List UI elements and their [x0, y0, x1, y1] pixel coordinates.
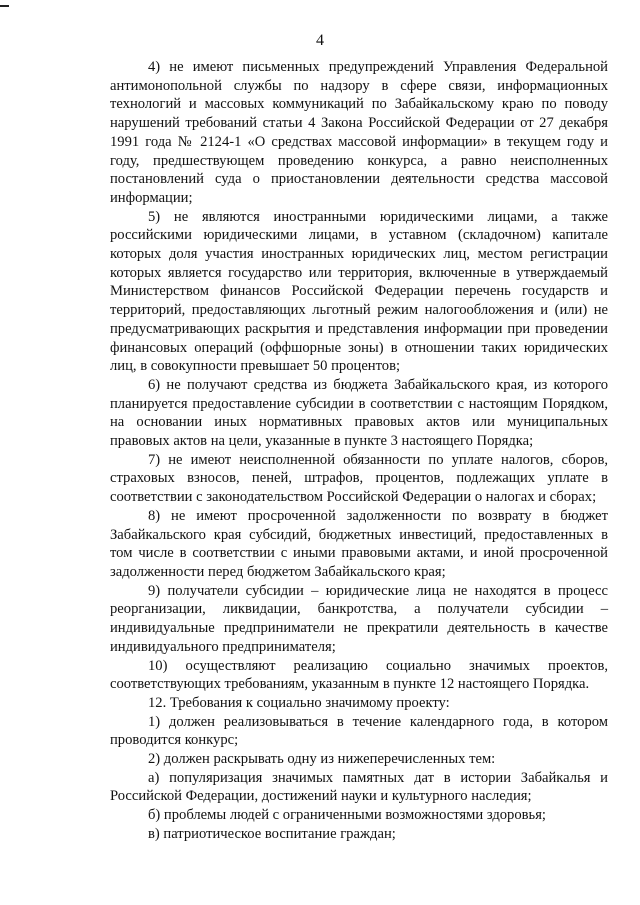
- paragraph-item-4: 4) не имеют письменных предупреждений Управления Федеральной антимонопольной службы по надзору в сфере связи, информационных технологий и массовых коммуникаций по Забайкальскому краю по поводу нарушений требований статьи 4 Закона Российской Федерации от 27 декабря 1991 года № 2124-1 «О средствах массовой информации» в текущем году и году, предшествующем проведению конкурса, а равно неисполненных постановлений суда о приостановлении деятельности средства массовой информации;: [110, 59, 608, 206]
- section-12-heading: 12. Требования к социально значимому проекту:: [148, 694, 450, 711]
- scan-edge-mark: [0, 5, 9, 7]
- paragraph-item-6: 6) не получают средства из бюджета Забайкальского края, из которого планируется предоставление субсидии в соответствии с настоящим Порядком, на основании иных нормативных правовых актов или муниципальных правовых актов на цели, указанные в пункте 3 настоящего Порядка;: [110, 376, 608, 450]
- paragraph-item-10: 10) осуществляют реализацию социально значимых проектов, соответствующих требованиям, указанным в пункте 12 настоящего Порядка.: [110, 657, 608, 693]
- document-body: [110, 58, 608, 844]
- paragraph-item-5: 5) не являются иностранными юридическими лицами, а также российскими юридическими лицами, в уставном (складочном) капитале которых доля участия иностранных юридических лиц, местом регистрации которых является государство или территория, включенные в утверждаемый Министерством финансов Российской Федерации перечень государств и территорий, предоставляющих льготный режим налогообложения и (или) не предусматривающих раскрытия и представления информации при проведении финансовых операций (оффшорные зоны) в отношении таких юридических лиц, в совокупности превышает 50 процентов;: [110, 208, 608, 375]
- paragraph-item-7: 7) не имеют неисполненной обязанности по уплате налогов, сборов, страховых взносов, пеней, штрафов, процентов, подлежащих уплате в соответствии с законодательством Российской Федерации о налогах и сборах;: [110, 451, 608, 506]
- requirement-2: 2) должен раскрывать одну из нижеперечисленных тем:: [148, 751, 496, 768]
- paragraph-item-9: 9) получатели субсидии – юридические лица не находятся в процесс реорганизации, ликвидации, банкротства, а получатели субсидии – индивидуальные предприниматели не прекратили деятельность в качестве индивидуального предпринимателя;: [110, 582, 608, 655]
- page-number: 4: [316, 32, 324, 49]
- paragraph-item-8: 8) не имеют просроченной задолженности по возврату в бюджет Забайкальского края субсидий, бюджетных инвестиций, предоставленных в том числе в соответствии с иными правовыми актами, и иной просроченной задолженности перед бюджетом Забайкальского края;: [110, 507, 608, 580]
- requirement-1: 1) должен реализовываться в течение календарного года, в котором проводится конкурс;: [110, 713, 608, 749]
- topic-b: б) проблемы людей с ограниченными возможностями здоровья;: [148, 807, 546, 824]
- topic-c: в) патриотическое воспитание граждан;: [148, 825, 396, 842]
- topic-a: а) популяризация значимых памятных дат в истории Забайкалья и Российской Федерации, достижений науки и культурного наследия;: [110, 769, 608, 805]
